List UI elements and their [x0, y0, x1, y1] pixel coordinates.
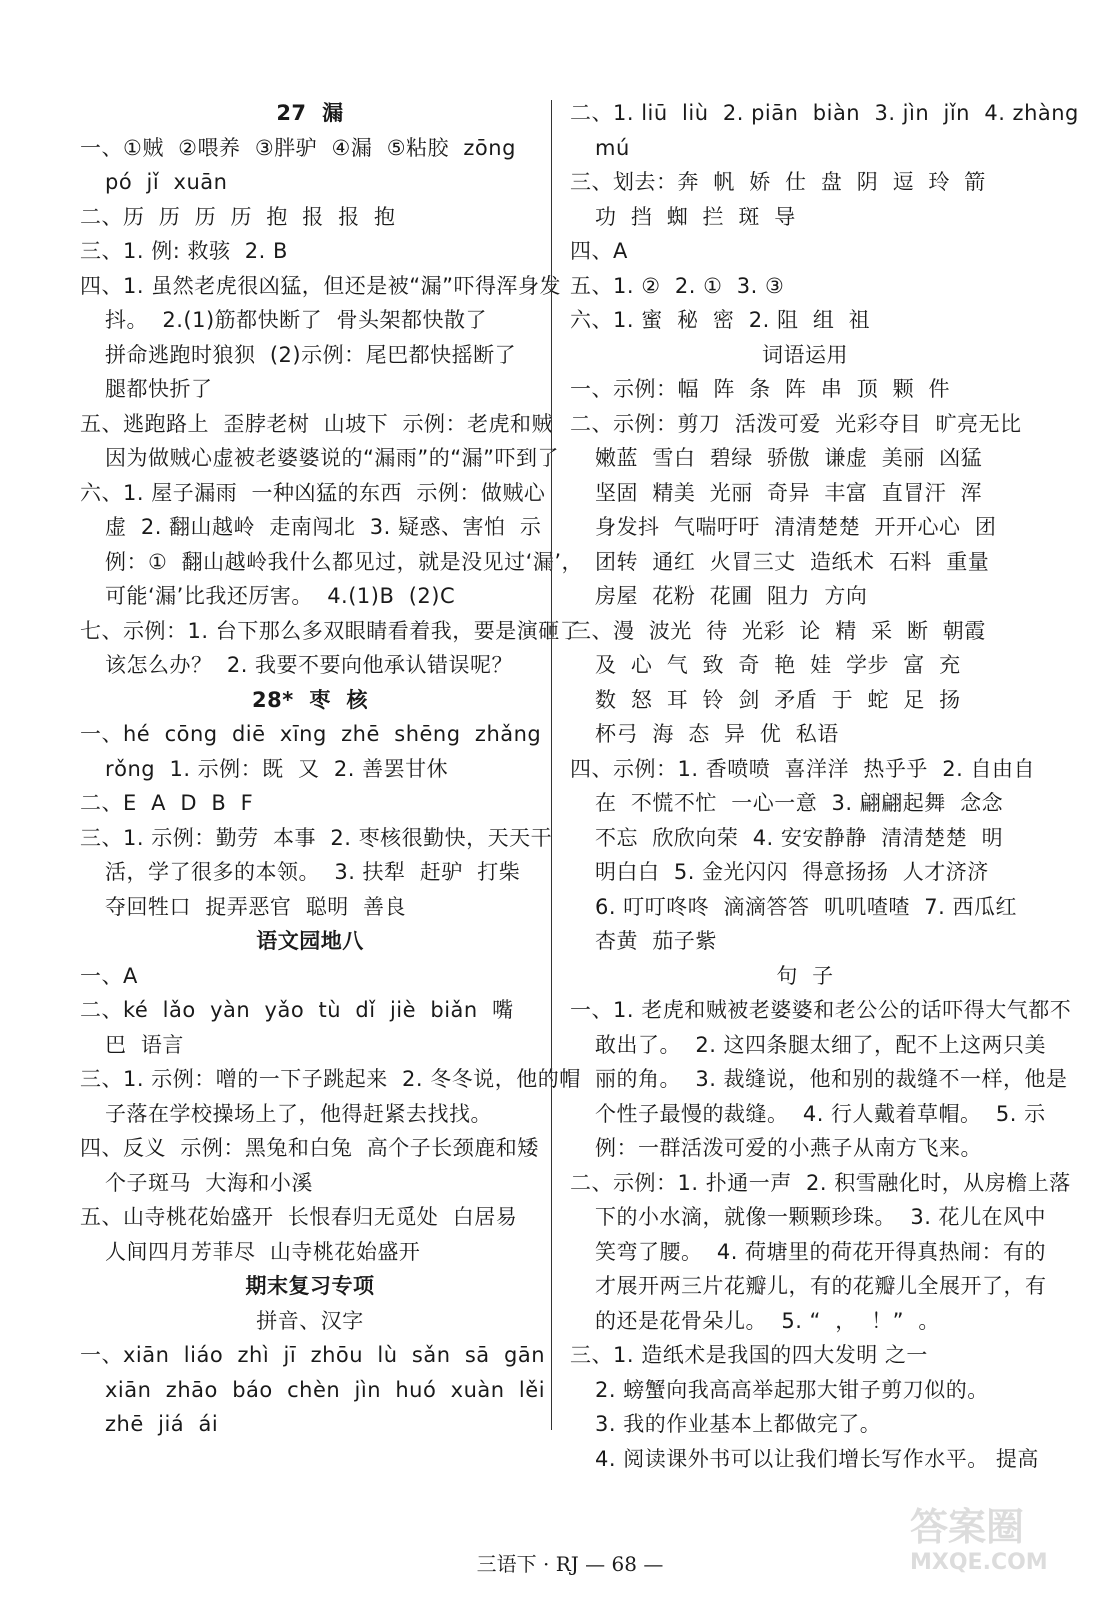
- left-column-line: 二、ké lǎo yàn yǎo tù dǐ jiè biǎn 嘴: [80, 998, 514, 1022]
- left-column-line: 一、①贼 ②喂养 ③胖驴 ④漏 ⑤粘胶 zōng: [80, 135, 516, 160]
- left-column-line: 二、历 历 历 历 抱 报 报 抱: [80, 204, 396, 229]
- left-column-line: 巴 语言: [105, 1032, 184, 1057]
- left-column-line: 期末复习专项: [245, 1274, 375, 1298]
- right-column: [570, 96, 1079, 1476]
- left-column-line: 人间四月芳菲尽 山寺桃花始盛开: [105, 1239, 421, 1264]
- right-column-line: 二、示例：剪刀 活泼可爱 光彩夺目 旷亮无比: [570, 411, 1022, 436]
- left-column-line: 个子斑马 大海和小溪: [105, 1170, 313, 1195]
- watermark-text: 答案圈: [910, 1505, 1025, 1549]
- left-column-line: 例：① 翻山越岭我什么都见过，就是没见过‘漏’，: [105, 549, 584, 574]
- left-column-line: rǒng 1. 示例：既 又 2. 善罢甘休: [105, 756, 449, 781]
- left-column-line: 该怎么办？ 2. 我要不要向他承认错误呢？: [105, 653, 514, 677]
- right-column-line: 杯弓 海 态 异 优 私语: [595, 722, 839, 746]
- right-column-line: 六、1. 蜜 秘 密 2. 阻 组 祖: [570, 308, 871, 332]
- left-column-line: 夺回牲口 捉弄恶官 聪明 善良: [105, 894, 407, 919]
- left-column-line: 一、xiān liáo zhì jī zhōu lù sǎn sā gān: [80, 1343, 546, 1367]
- right-column-line: 的还是花骨朵儿。 5. “ ， ！” 。: [595, 1308, 940, 1333]
- left-column-line: 一、A: [80, 963, 138, 988]
- right-column-line: 及 心 气 致 奇 艳 娃 学步 富 充: [595, 653, 961, 677]
- left-column-line: 四、反义 示例：黑兔和白兔 高个子长颈鹿和矮: [80, 1136, 539, 1160]
- right-column-line: 下的小水滴，就像一颗颗珍珠。 3. 花儿在风中: [595, 1205, 1047, 1229]
- right-column-line: 嫩蓝 雪白 碧绿 骄傲 谦虚 美丽 凶猛: [595, 446, 983, 470]
- column-divider: [551, 100, 552, 1430]
- right-column-line: 数 怒 耳 铃 剑 矛盾 于 蛇 足 扬: [595, 687, 961, 712]
- left-column-line: 三、1. 示例：勤劳 本事 2. 枣核很勤快，天天干: [80, 825, 553, 850]
- right-column-line: mú: [595, 135, 630, 160]
- right-column-line: 词语运用: [762, 342, 848, 367]
- left-column-line: 腿都快折了: [105, 377, 213, 401]
- right-column-line: 二、示例：1. 扑通一声 2. 积雪融化时，从房檐上落: [570, 1170, 1071, 1195]
- right-column-line: 二、1. liū liù 2. piān biàn 3. jìn jǐn 4. zhàng: [570, 101, 1079, 125]
- left-column-line: 27 漏: [276, 101, 344, 125]
- right-column-line: 一、1. 老虎和贼被老婆婆和老公公的话吓得大气都不: [570, 998, 1072, 1022]
- left-column-line: 拼音、汉字: [256, 1308, 364, 1333]
- watermark-url: MXQE.COM: [910, 1550, 1048, 1575]
- right-column-line: 2. 螃蟹向我高高举起那大钳子剪刀似的。: [595, 1377, 989, 1402]
- left-column-line: 三、1. 例: 救骇 2. B: [80, 239, 288, 263]
- right-column-line: 笑弯了腰。 4. 荷塘里的荷花开得真热闹：有的: [595, 1239, 1047, 1264]
- left-column-line: 二、E A D B F: [80, 791, 254, 815]
- right-column-line: 4. 阅读课外书可以让我们增长写作水平。 提高: [595, 1446, 1039, 1471]
- right-column-line: 一、示例：幅 阵 条 阵 串 顶 颗 件: [570, 377, 950, 401]
- right-column-line: 才展开两三片花瓣儿，有的花瓣儿全展开了，有: [595, 1274, 1047, 1298]
- right-column-line: 个性子最慢的裁缝。 4. 行人戴着草帽。 5. 示: [595, 1101, 1046, 1126]
- left-column-line: 因为做贼心虚被老婆婆说的“漏雨”的“漏”吓到了: [105, 446, 560, 470]
- right-column-line: 不忘 欣欣向荣 4. 安安静静 清清楚楚 明: [595, 825, 1004, 850]
- left-column-line: xiān zhāo báo chèn jìn huó xuàn lěi: [105, 1377, 546, 1402]
- left-column-line: 可能‘漏’比我还厉害。 4.(1)B (2)C: [105, 584, 456, 608]
- right-column-line: 句 子: [776, 963, 834, 988]
- right-column-line: 三、划去：奔 帆 娇 仕 盘 阴 逗 玲 箭: [570, 170, 986, 194]
- left-column-line: 一、hé cōng diē xīng zhē shēng zhǎng: [80, 722, 542, 746]
- right-column-line: 四、A: [570, 239, 628, 263]
- right-column-line: 6. 叮叮咚咚 滴滴答答 叽叽喳喳 7. 西瓜红: [595, 894, 1017, 919]
- left-column-line: 三、1. 示例：噌的一下子跳起来 2. 冬冬说，他的帽: [80, 1067, 581, 1091]
- left-column: [80, 96, 584, 1442]
- left-column-line: 语文园地八: [256, 929, 364, 953]
- right-column-line: 明白白 5. 金光闪闪 得意扬扬 人才济济: [595, 860, 989, 884]
- left-column-line: 抖。 2.(1)筋都快断了 骨头架都快散了: [105, 308, 487, 332]
- right-column-line: 丽的角。 3. 裁缝说，他和别的裁缝不一样，他是: [595, 1067, 1068, 1091]
- right-column-line: 敢出了。 2. 这四条腿太细了，配不上这两只美: [595, 1032, 1047, 1057]
- right-column-line: 坚固 精美 光丽 奇异 丰富 直冒汗 浑: [595, 480, 983, 505]
- right-column-line: 身发抖 气喘吁吁 清清楚楚 开开心心 团: [595, 515, 997, 539]
- right-column-line: 团转 通红 火冒三丈 造纸术 石料 重量: [595, 549, 990, 574]
- left-column-line: 子落在学校操场上了，他得赶紧去找找。: [105, 1101, 492, 1126]
- right-column-line: 杏黄 茄子紫: [595, 929, 717, 953]
- left-column-line: 五、山寺桃花始盛开 长恨春归无觅处 白居易: [80, 1205, 518, 1229]
- left-column-line: 活，学了很多的本领。 3. 扶犁 赶驴 打柴: [105, 860, 521, 884]
- right-column-line: 功 挡 蜘 拦 斑 导: [595, 204, 796, 229]
- left-column-line: 28* 枣 核: [252, 687, 368, 712]
- left-column-line: 五、逃跑路上 歪脖老树 山坡下 示例：老虎和贼: [80, 411, 554, 436]
- left-column-line: 六、1. 屋子漏雨 一种凶猛的东西 示例：做贼心: [80, 480, 546, 505]
- watermark-logo: [910, 1505, 1100, 1595]
- left-column-line: 四、1. 虽然老虎很凶猛，但还是被“漏”吓得浑身发: [80, 273, 561, 298]
- left-column-line: 拼命逃跑时狼狈 (2)示例：尾巴都快摇断了: [105, 342, 517, 367]
- left-column-line: zhē jiá ái: [105, 1412, 219, 1436]
- left-column-line: pó jǐ xuān: [105, 170, 228, 194]
- right-column-line: 四、示例：1. 香喷喷 喜洋洋 热乎乎 2. 自由自: [570, 756, 1035, 781]
- right-column-line: 三、1. 造纸术是我国的四大发明 之一: [570, 1343, 928, 1367]
- left-column-line: 虚 2. 翻山越岭 走南闯北 3. 疑惑、害怕 示: [105, 515, 542, 539]
- right-column-line: 房屋 花粉 花圃 阻力 方向: [595, 584, 868, 608]
- right-column-line: 三、漫 波光 待 光彩 论 精 采 断 朝霞: [570, 618, 986, 643]
- right-column-line: 3. 我的作业基本上都做完了。: [595, 1412, 882, 1436]
- right-column-line: 例：一群活泼可爱的小燕子从南方飞来。: [595, 1136, 982, 1160]
- right-column-line: 在 不慌不忙 一心一意 3. 翩翩起舞 念念: [595, 791, 1004, 815]
- right-column-line: 五、1. ② 2. ① 3. ③: [570, 273, 785, 298]
- left-column-line: 七、示例：1. 台下那么多双眼睛看着我，要是演砸了: [80, 618, 582, 643]
- page-footer: 三语下 · RJ — 68 —: [476, 1552, 664, 1576]
